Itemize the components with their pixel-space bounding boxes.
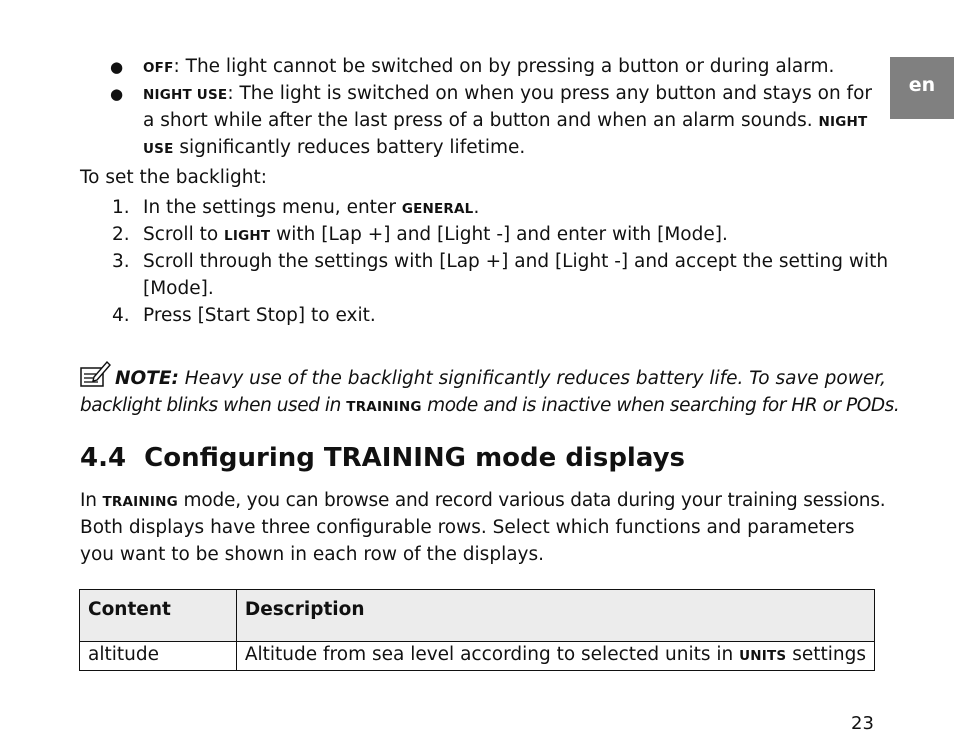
table-row xyxy=(80,642,875,671)
section-number: 4.4 xyxy=(80,443,127,473)
paragraph-text: In xyxy=(80,490,103,511)
step-2 xyxy=(143,223,728,248)
intro-text: To set the backlight: xyxy=(80,167,267,188)
paragraph-text: mode, you can browse and record various data during your training sessions. xyxy=(177,490,886,511)
bullet-dot: ● xyxy=(110,85,124,103)
term-night: NIGHT xyxy=(818,114,868,130)
term-night-use: NIGHT USE xyxy=(143,87,228,103)
cell-text: settings xyxy=(786,644,866,665)
bullet-night-use-line2 xyxy=(143,109,867,134)
step-text: . xyxy=(473,197,480,218)
bullet-off-text: : The light cannot be switched on by pressing a button or during alarm. xyxy=(173,56,835,77)
note-pencil-icon xyxy=(80,360,112,388)
bullet-night-use-line3 xyxy=(143,136,525,161)
note-text: backlight blinks when used in xyxy=(80,395,347,416)
paragraph-line2: Both displays have three configurable rows. Select which functions and parameters xyxy=(80,517,855,538)
step-number: 4. xyxy=(112,305,130,326)
note-label: NOTE: xyxy=(115,368,179,389)
step-number: 1. xyxy=(112,197,130,218)
step-number: 3. xyxy=(112,251,130,272)
term-general: GENERAL xyxy=(401,201,474,217)
step-3-line2: [Mode]. xyxy=(143,278,214,299)
paragraph-line1 xyxy=(80,489,885,514)
bullet-night-use xyxy=(143,82,872,107)
cell-description xyxy=(236,642,874,671)
step-3: Scroll through the settings with [Lap +] and [Light -] and accept the setting with xyxy=(143,251,889,272)
term-light: LIGHT xyxy=(224,228,271,244)
term-use: USE xyxy=(143,141,174,157)
step-1 xyxy=(143,196,479,221)
line-text: a short while after the last press of a button and when an alarm sounds. xyxy=(143,110,813,131)
cell-content: altitude xyxy=(80,642,237,671)
header-content: Content xyxy=(80,590,237,642)
step-4: Press [Start Stop] to exit. xyxy=(143,305,376,326)
term-off: OFF xyxy=(143,60,174,76)
note-line2 xyxy=(80,394,899,419)
step-text: In the settings menu, enter xyxy=(143,197,402,218)
note-line1 xyxy=(115,367,886,391)
cell-text: Altitude from sea level according to selected units in xyxy=(244,644,740,665)
note-text: Heavy use of the backlight significantly reduces battery life. To save power, xyxy=(178,368,887,389)
language-tab: en xyxy=(890,57,954,119)
content-table xyxy=(79,589,875,671)
line-text: significantly reduces battery lifetime. xyxy=(173,137,526,158)
step-text: Scroll to xyxy=(143,224,225,245)
term-units: UNITS xyxy=(739,648,787,664)
table-header-row xyxy=(80,590,875,642)
step-text: with [Lap +] and [Light -] and enter with [Mode]. xyxy=(270,224,728,245)
header-description: Description xyxy=(236,590,874,642)
paragraph-line3: you want to be shown in each row of the displays. xyxy=(80,544,545,565)
bullet-dot: ● xyxy=(110,58,124,76)
bullet-off xyxy=(143,55,834,80)
note-text: mode and is inactive when searching for HR or PODs. xyxy=(421,395,900,416)
term-training: TRAINING xyxy=(346,399,422,415)
step-number: 2. xyxy=(112,224,130,245)
section-title: Configuring TRAINING mode displays xyxy=(144,443,686,473)
bullet-night-use-text: : The light is switched on when you press any button and stays on for xyxy=(227,83,872,104)
term-training: TRAINING xyxy=(102,494,178,510)
page-number: 23 xyxy=(851,713,874,734)
section-heading xyxy=(80,443,685,473)
